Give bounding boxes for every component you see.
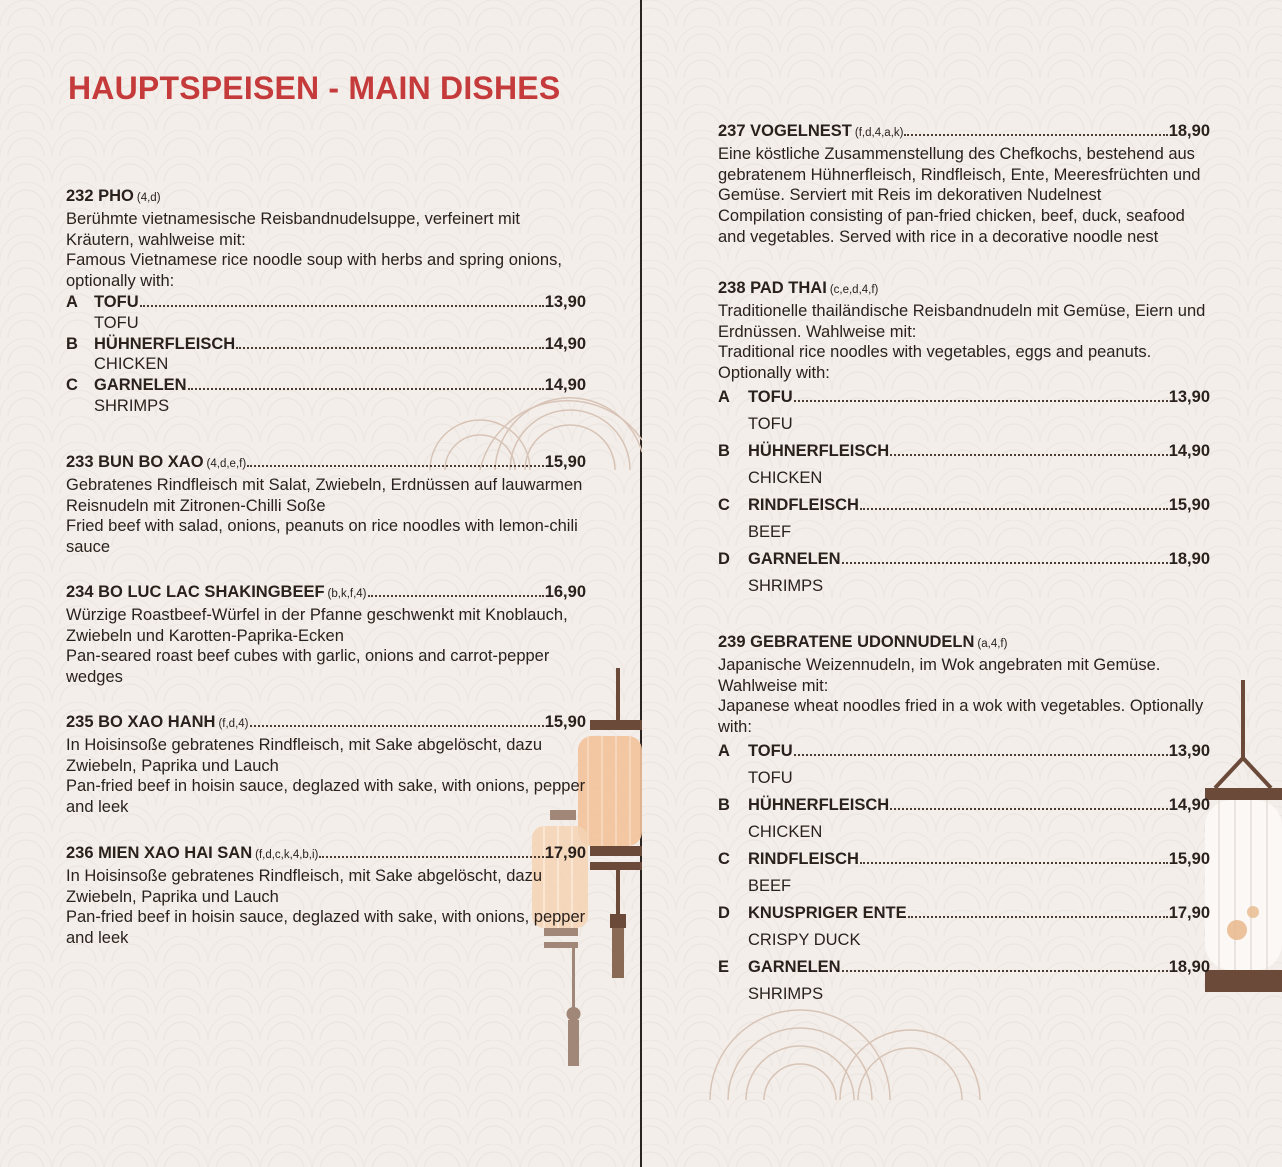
option-translation: CHICKEN xyxy=(748,468,823,487)
option-list xyxy=(718,738,1210,1008)
option-translation: TOFU xyxy=(94,313,139,332)
option-row xyxy=(718,738,1210,765)
option-price: 13,90 xyxy=(1168,387,1210,406)
option-letter: B xyxy=(66,334,78,353)
menu-item-allergens: (b,k,f,4) xyxy=(327,588,367,600)
leader-dots xyxy=(890,808,1168,810)
option-row xyxy=(718,792,1210,819)
menu-item-allergens: (4,d) xyxy=(136,192,161,204)
option-price: 18,90 xyxy=(1168,957,1210,976)
menu-item xyxy=(66,452,586,558)
option-price: 14,90 xyxy=(1168,795,1210,814)
menu-item-allergens: (f,d,c,k,4,b,i) xyxy=(255,849,319,861)
menu-item-title-row xyxy=(66,452,586,475)
menu-item-title: 236 MIEN XAO HAI SAN xyxy=(66,844,253,862)
option-row xyxy=(66,334,586,355)
option-name: KNUSPRIGER ENTE xyxy=(748,903,907,922)
menu-item-price: 15,90 xyxy=(544,713,586,731)
option-letter: D xyxy=(718,903,730,922)
option-name: RINDFLEISCH xyxy=(748,849,859,868)
option-name: TOFU xyxy=(748,741,793,760)
option-price: 15,90 xyxy=(1168,495,1210,514)
option-name: GARNELEN xyxy=(94,376,187,395)
option-price: 13,90 xyxy=(1168,741,1210,760)
leader-dots xyxy=(368,595,544,597)
menu-item-description: Pan-fried beef in hoisin sauce, deglazed with sake, with onions, pepper and leek xyxy=(66,777,586,817)
menu-item-allergens: (f,d,4,a,k) xyxy=(854,127,904,139)
menu-item-title-row xyxy=(66,186,586,209)
menu-item-title-row xyxy=(718,278,1210,301)
option-translation: SHRIMPS xyxy=(748,576,824,595)
menu-item xyxy=(66,186,586,417)
option-translation: CHICKEN xyxy=(94,355,169,374)
menu-item-allergens: (f,d,4) xyxy=(218,718,249,730)
option-row xyxy=(66,375,586,396)
option-letter: C xyxy=(66,376,78,395)
option-price: 14,90 xyxy=(1168,441,1210,460)
menu-item-allergens: (a,4,f) xyxy=(977,638,1008,650)
option-list xyxy=(66,292,586,417)
leader-dots xyxy=(890,454,1168,456)
option-row xyxy=(718,546,1210,573)
option-price: 17,90 xyxy=(1168,903,1210,922)
menu-item-description: Pan-fried beef in hoisin sauce, deglazed with sake, with onions, pepper and leek xyxy=(66,908,586,948)
leader-dots xyxy=(794,400,1168,402)
option-price: 14,90 xyxy=(544,334,586,353)
menu-item-description: Fried beef with salad, onions, peanuts on rice noodles with lemon-chili sauce xyxy=(66,517,578,557)
menu-item-title: 234 BO LUC LAC SHAKINGBEEF xyxy=(66,583,325,601)
option-translation: SHRIMPS xyxy=(94,396,170,415)
option-row xyxy=(66,292,586,313)
option-row xyxy=(718,846,1210,873)
option-name: HÜHNERFLEISCH xyxy=(94,334,236,353)
menu-item-price: 18,90 xyxy=(1168,122,1210,140)
option-row xyxy=(718,384,1210,411)
option-letter: A xyxy=(66,292,78,311)
option-price: 14,90 xyxy=(544,376,586,395)
option-translation: TOFU xyxy=(748,414,793,433)
menu-item-description: Famous Vietnamese rice noodle soup with herbs and spring onions, optionally with: xyxy=(66,251,562,291)
menu-item-description: Pan-seared roast beef cubes with garlic, onions and carrot-pepper wedges xyxy=(66,647,550,687)
menu-item-title-row xyxy=(718,121,1210,144)
menu-item xyxy=(66,712,586,818)
menu-item-description: Traditionelle thailändische Reisbandnudeln mit Gemüse, Eiern und Erdnüssen. Wahlweise mit: xyxy=(718,301,1206,341)
menu-item-title: 235 BO XAO HANH xyxy=(66,713,216,731)
option-translation: SHRIMPS xyxy=(748,984,824,1003)
menu-item-description: Eine köstliche Zusammenstellung des Chefkochs, bestehend aus gebratenem Hühnerfleisch, Rindfleisch, Ente, Meeresfrüchten und Gemüse. Serviert mit Reis im dekorativen Nudelnest xyxy=(718,144,1201,205)
option-name: HÜHNERFLEISCH xyxy=(748,441,890,460)
menu-item-title: 232 PHO xyxy=(66,187,134,205)
leader-dots xyxy=(842,562,1168,564)
leader-dots xyxy=(236,347,544,349)
menu-item-description: Japanische Weizennudeln, im Wok angebraten mit Gemüse. Wahlweise mit: xyxy=(718,655,1161,695)
leader-dots xyxy=(319,856,543,858)
option-translation: BEEF xyxy=(748,522,792,541)
option-letter: A xyxy=(718,387,730,406)
menu-item-description: Berühmte vietnamesische Reisbandnudelsuppe, verfeinert mit Kräutern, wahlweise mit: xyxy=(66,209,520,249)
option-name: HÜHNERFLEISCH xyxy=(748,795,890,814)
option-letter: E xyxy=(718,957,730,976)
menu-item-description: Würzige Roastbeef-Würfel in der Pfanne geschwenkt mit Knoblauch, Zwiebeln und Karotten-Paprika-Ecken xyxy=(66,605,568,645)
option-row xyxy=(718,954,1210,981)
option-translation: BEEF xyxy=(748,876,792,895)
option-name: RINDFLEISCH xyxy=(748,495,859,514)
leader-dots xyxy=(247,465,544,467)
page-title: HAUPTSPEISEN - MAIN DISHES xyxy=(68,70,561,106)
menu-item-description: Traditional rice noodles with vegetables, eggs and peanuts. Optionally with: xyxy=(718,343,1152,383)
menu-item-title-row xyxy=(66,843,586,866)
leader-dots xyxy=(188,388,544,390)
menu-item-price: 15,90 xyxy=(544,453,586,471)
option-name: GARNELEN xyxy=(748,549,841,568)
option-letter: D xyxy=(718,549,730,568)
menu-item-price: 17,90 xyxy=(544,844,586,862)
option-row xyxy=(718,438,1210,465)
menu-item-allergens: (c,e,d,4,f) xyxy=(829,284,879,296)
menu-item xyxy=(718,278,1210,600)
leader-dots xyxy=(908,916,1168,918)
menu-item-title: 237 VOGELNEST xyxy=(718,122,852,140)
leader-dots xyxy=(904,134,1167,136)
leader-dots xyxy=(794,754,1168,756)
option-translation: CHICKEN xyxy=(748,822,823,841)
menu-item-title-row xyxy=(66,712,586,735)
menu-item-description: Gebratenes Rindfleisch mit Salat, Zwiebeln, Erdnüssen auf lauwarmen Reisnudeln mit Zitronen-Chilli Soße xyxy=(66,475,583,515)
menu-item xyxy=(66,843,586,949)
option-letter: C xyxy=(718,849,730,868)
menu-item-title: 238 PAD THAI xyxy=(718,279,827,297)
decorative-arcs-right xyxy=(690,1000,990,1100)
leader-dots xyxy=(860,862,1168,864)
option-letter: B xyxy=(718,441,730,460)
option-price: 13,90 xyxy=(544,292,586,311)
option-translation: TOFU xyxy=(748,768,793,787)
menu-item-title: 233 BUN BO XAO xyxy=(66,453,204,471)
leader-dots xyxy=(860,508,1168,510)
menu-item xyxy=(718,632,1210,1008)
option-name: TOFU xyxy=(94,292,139,311)
menu-item-description: In Hoisinsoße gebratenes Rindfleisch, mit Sake abgelöscht, dazu Zwiebeln, Paprika und Lauch xyxy=(66,866,543,906)
menu-item-allergens: (4,d,e,f) xyxy=(206,458,247,470)
option-letter: A xyxy=(718,741,730,760)
option-name: GARNELEN xyxy=(748,957,841,976)
option-row xyxy=(718,900,1210,927)
menu-item-description: Compilation consisting of pan-fried chicken, beef, duck, seafood and vegetables. Served with rice in a decorative noodle nest xyxy=(718,207,1185,246)
option-translation: CRISPY DUCK xyxy=(748,930,861,949)
menu-item-title: 239 GEBRATENE UDONNUDELN xyxy=(718,633,975,651)
menu-item xyxy=(718,121,1210,248)
menu-item-description: Japanese wheat noodles fried in a wok with vegetables. Optionally with: xyxy=(718,697,1204,737)
menu-item-description: In Hoisinsoße gebratenes Rindfleisch, mit Sake abgelöscht, dazu Zwiebeln, Paprika und Lauch xyxy=(66,735,543,775)
option-list xyxy=(718,384,1210,600)
option-letter: B xyxy=(718,795,730,814)
menu-item-title-row xyxy=(718,632,1210,655)
option-price: 15,90 xyxy=(1168,849,1210,868)
option-name: TOFU xyxy=(748,387,793,406)
menu-item-title-row xyxy=(66,582,586,605)
menu-item-price: 16,90 xyxy=(544,583,586,601)
leader-dots xyxy=(250,725,544,727)
leader-dots xyxy=(140,305,544,307)
option-price: 18,90 xyxy=(1168,549,1210,568)
option-letter: C xyxy=(718,495,730,514)
leader-dots xyxy=(842,970,1168,972)
option-row xyxy=(718,492,1210,519)
menu-item xyxy=(66,582,586,688)
